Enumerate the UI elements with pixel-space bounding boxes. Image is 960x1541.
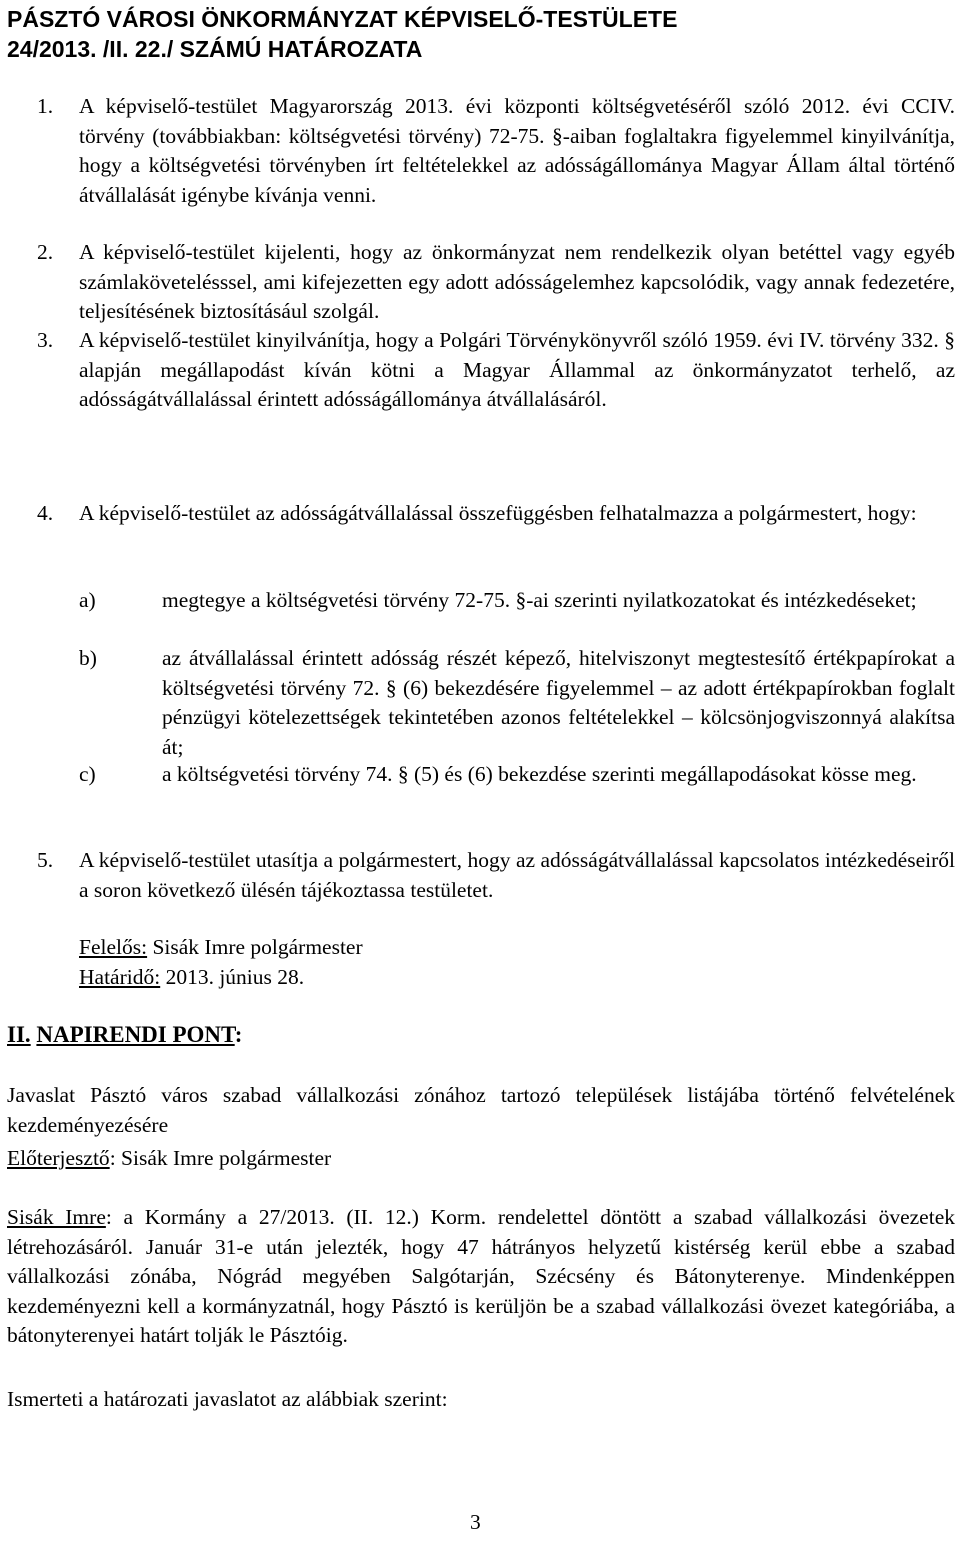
agenda-heading-text: NAPIRENDI PONT (36, 1022, 235, 1047)
item-text: A képviselő-testület kinyilvánítja, hogy a Polgári Törvénykönyvről szóló 1959. évi IV. törvény 332. § alapján megállapodást kíván kötni a Magyar Állammal az önkormányzatot terhelő, az adósságátvállalással érintett adósságállománya átvállalásáról. (79, 328, 955, 411)
speaker-paragraph (7, 1203, 955, 1351)
sub-item-text: a költségvetési törvény 74. § (5) és (6) bekezdése szerinti megállapodásokat kösse meg. (162, 762, 917, 786)
deadline-value: 2013. június 28. (160, 965, 305, 989)
item-number: 5. (37, 848, 54, 872)
sub-item-a (79, 586, 955, 616)
sub-item-text: az átvállalással érintett adósság részét képező, hitelviszonyt megtestesítő értékpapírokat a költségvetési törvény 72. § (6) bekezdésére figyelemmel – az adott értékpapírokban foglalt pénzügyi kötelezettségek tekintetében azonos feltételekkel – kölcsönjogviszonnyá alakítsa át; (162, 646, 955, 759)
deadline-line (79, 963, 304, 993)
sub-item-letter: c) (79, 762, 96, 786)
responsible-line (79, 933, 363, 963)
presenter-line (7, 1144, 955, 1174)
deadline-label: Határidő: (79, 965, 161, 989)
item-text: A képviselő-testület utasítja a polgármestert, hogy az adósságátvállalással kapcsolatos intézkedéseiről a soron következő ülésén tájékoztassa testületet. (79, 848, 955, 902)
item-number: 4. (37, 501, 54, 525)
page-number: 3 (470, 1510, 481, 1534)
resolution-item-3 (37, 326, 955, 415)
responsible-value: Sisák Imre polgármester (147, 935, 363, 959)
presenter-label: Előterjesztő (7, 1146, 110, 1170)
resolution-item-1 (37, 92, 955, 210)
agenda-heading-number: II. (7, 1022, 31, 1047)
resolution-item-2 (37, 238, 955, 327)
item-text: A képviselő-testület Magyarország 2013. évi központi költségvetéséről szóló 2012. évi CCIV. törvény (továbbiakban: költségvetési törvény) 72-75. §-aiban foglaltakra figyelemmel kinyilvánítja, hogy a költségvetési törvényben írt feltételekkel az adósságállománya Magyar Állam által történő átvállalását igénybe kívánja venni. (79, 94, 955, 207)
responsible-label: Felelős: (79, 935, 148, 959)
agenda-proposal: Javaslat Pásztó város szabad vállalkozási zónához tartozó települések listájába történő felvételének kezdeményezésére (7, 1083, 955, 1137)
document-title-line2: 24/2013. /II. 22./ SZÁMÚ HATÁROZATA (7, 36, 423, 62)
sub-item-letter: a) (79, 588, 96, 612)
agenda-heading-colon: : (234, 1022, 243, 1047)
agenda-heading (7, 1020, 242, 1050)
sub-item-c (79, 760, 955, 790)
resolution-item-4 (37, 499, 955, 529)
speaker-text: : a Kormány a 27/2013. (II. 12.) Korm. rendelettel döntött a szabad vállalkozási övezetek létrehozásáról. Január 31-e után jelezték, hogy 47 hátrányos helyzetű kistérség kerül ebbe a szabad vállalkozási zónába, Nógrád megyében Salgótarján, Szécsény és Bátonyterenye. Mindenképpen kezdeményezni kell a kormányzatnál, hogy Pásztó is kerüljön be a szabad vállalkozási övezet kategóriába, a bátonyterenyei határt tolják le Pásztóig. (7, 1205, 955, 1347)
presenter-value: : Sisák Imre polgármester (109, 1146, 332, 1170)
resolution-item-5 (37, 846, 955, 905)
item-number: 3. (37, 328, 54, 352)
sub-item-letter: b) (79, 646, 97, 670)
item-number: 1. (37, 94, 54, 118)
speaker-label: Sisák Imre (7, 1205, 106, 1229)
item-number: 2. (37, 240, 54, 264)
sub-item-text: megtegye a költségvetési törvény 72-75. §-ai szerinti nyilatkozatokat és intézkedéseket; (162, 588, 917, 612)
sub-item-b (79, 644, 955, 762)
document-title-line1: PÁSZTÓ VÁROSI ÖNKORMÁNYZAT KÉPVISELŐ-TESTÜLETE (7, 6, 678, 32)
item-text: A képviselő-testület az adósságátvállalással összefüggésben felhatalmazza a polgármestert, hogy: (79, 501, 917, 525)
item-text: A képviselő-testület kijelenti, hogy az önkormányzat nem rendelkezik olyan betéttel vagy egyéb számlakövetelésssel, ami kifejezetten egy adott adósságelemhez kapcsolódik, vagy annak fedezetére, teljesítésének biztosításául szolgál. (79, 240, 955, 323)
closing-line: Ismerteti a határozati javaslatot az alábbiak szerint: (7, 1387, 448, 1411)
